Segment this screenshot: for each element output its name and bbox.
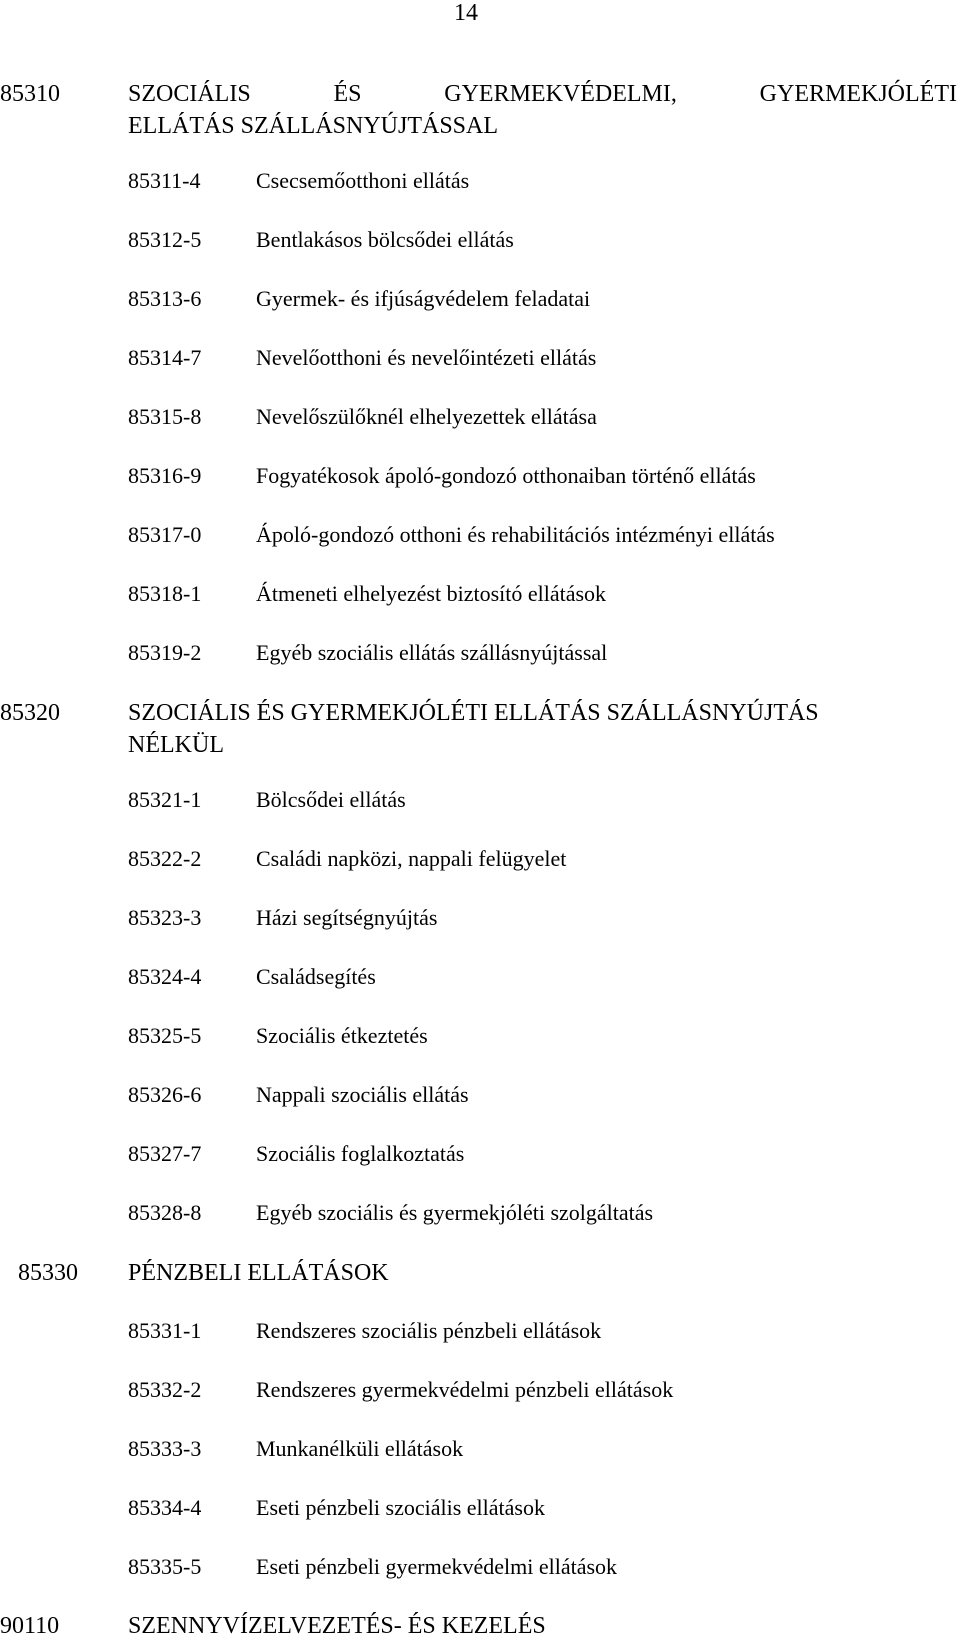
list-item bbox=[128, 1494, 957, 1553]
section-title-line-2: NÉLKÜL bbox=[128, 732, 224, 758]
section-code: 85330 bbox=[18, 1260, 78, 1286]
item-label: Családsegítés bbox=[256, 964, 376, 989]
list-item bbox=[128, 786, 957, 845]
item-label: Bölcsődei ellátás bbox=[256, 787, 406, 812]
item-label: Nevelőotthoni és nevelőintézeti ellátás bbox=[256, 345, 597, 370]
section-code: 90110 bbox=[0, 1613, 60, 1639]
item-code: 85317-0 bbox=[128, 522, 202, 547]
list-item bbox=[128, 344, 957, 403]
list-item bbox=[128, 285, 957, 344]
section-85310-items bbox=[128, 167, 957, 698]
list-item bbox=[128, 521, 957, 580]
item-code: 85314-7 bbox=[128, 345, 202, 370]
item-label: Rendszeres gyermekvédelmi pénzbeli ellátások bbox=[256, 1377, 674, 1402]
item-code: 85331-1 bbox=[128, 1318, 202, 1343]
list-item bbox=[128, 1081, 957, 1140]
item-label: Fogyatékosok ápoló-gondozó otthonaiban történő ellátás bbox=[256, 463, 756, 488]
item-code: 85332-2 bbox=[128, 1377, 202, 1402]
item-code: 85328-8 bbox=[128, 1200, 202, 1225]
item-code: 85322-2 bbox=[128, 846, 202, 871]
item-code: 85323-3 bbox=[128, 905, 202, 930]
item-label: Egyéb szociális és gyermekjóléti szolgáltatás bbox=[256, 1200, 654, 1225]
item-code: 85325-5 bbox=[128, 1023, 202, 1048]
item-label: Eseti pénzbeli szociális ellátások bbox=[256, 1495, 545, 1520]
item-label: Szociális étkeztetés bbox=[256, 1023, 428, 1048]
section-title: PÉNZBELI ELLÁTÁSOK bbox=[128, 1260, 389, 1286]
item-code: 85326-6 bbox=[128, 1082, 202, 1107]
item-label: Családi napközi, nappali felügyelet bbox=[256, 846, 567, 871]
item-code: 85311-4 bbox=[128, 168, 201, 193]
item-label: Nappali szociális ellátás bbox=[256, 1082, 469, 1107]
section-title-line-1: SZOCIÁLIS ÉS GYERMEKVÉDELMI, GYERMEKJÓLÉTI bbox=[128, 81, 957, 107]
list-item bbox=[128, 1376, 957, 1435]
list-item bbox=[128, 580, 957, 639]
item-code: 85333-3 bbox=[128, 1436, 202, 1461]
list-item bbox=[128, 639, 957, 698]
item-label: Egyéb szociális ellátás szállásnyújtással bbox=[256, 640, 608, 665]
item-code: 85312-5 bbox=[128, 227, 202, 252]
item-code: 85313-6 bbox=[128, 286, 202, 311]
item-code: 85324-4 bbox=[128, 964, 202, 989]
item-label: Nevelőszülőknél elhelyezettek ellátása bbox=[256, 404, 597, 429]
list-item bbox=[128, 963, 957, 1022]
item-label: Eseti pénzbeli gyermekvédelmi ellátások bbox=[256, 1554, 618, 1579]
list-item bbox=[128, 1317, 957, 1376]
item-code: 85321-1 bbox=[128, 787, 202, 812]
item-label: Bentlakásos bölcsődei ellátás bbox=[256, 227, 514, 252]
item-label: Ápoló-gondozó otthoni és rehabilitációs intézményi ellátás bbox=[256, 522, 775, 547]
list-item bbox=[128, 1199, 957, 1258]
section-title-line-2: ELLÁTÁS SZÁLLÁSNYÚJTÁSSAL bbox=[128, 113, 499, 139]
item-label: Munkanélküli ellátások bbox=[256, 1436, 464, 1461]
list-item bbox=[128, 462, 957, 521]
section-85320-items bbox=[128, 786, 957, 1258]
section-title bbox=[128, 78, 957, 142]
item-code: 85318-1 bbox=[128, 581, 202, 606]
item-label: Átmeneti elhelyezést biztosító ellátások bbox=[256, 581, 607, 606]
item-code: 85315-8 bbox=[128, 404, 202, 429]
item-code: 85335-5 bbox=[128, 1554, 202, 1579]
section-code: 85320 bbox=[0, 700, 60, 726]
section-code: 85310 bbox=[0, 81, 60, 107]
item-label: Csecsemőotthoni ellátás bbox=[256, 168, 470, 193]
list-item bbox=[128, 403, 957, 462]
section-85330-items bbox=[128, 1317, 957, 1612]
section-title: SZENNYVÍZELVEZETÉS- ÉS KEZELÉS bbox=[128, 1613, 546, 1639]
section-title bbox=[128, 697, 957, 761]
item-code: 85319-2 bbox=[128, 640, 202, 665]
list-item bbox=[128, 845, 957, 904]
item-label: Gyermek- és ifjúságvédelem feladatai bbox=[256, 286, 591, 311]
item-label: Szociális foglalkoztatás bbox=[256, 1141, 465, 1166]
list-item bbox=[128, 1553, 957, 1612]
page-number: 14 bbox=[454, 0, 478, 26]
list-item bbox=[128, 226, 957, 285]
item-code: 85327-7 bbox=[128, 1141, 202, 1166]
section-title-line-1: SZOCIÁLIS ÉS GYERMEKJÓLÉTI ELLÁTÁS SZÁLLÁSNYÚJTÁS bbox=[128, 700, 819, 726]
item-code: 85316-9 bbox=[128, 463, 202, 488]
list-item bbox=[128, 1022, 957, 1081]
list-item bbox=[128, 1140, 957, 1199]
item-label: Házi segítségnyújtás bbox=[256, 905, 438, 930]
item-code: 85334-4 bbox=[128, 1495, 202, 1520]
item-label: Rendszeres szociális pénzbeli ellátások bbox=[256, 1318, 602, 1343]
list-item bbox=[128, 1435, 957, 1494]
list-item bbox=[128, 904, 957, 963]
list-item bbox=[128, 167, 957, 226]
